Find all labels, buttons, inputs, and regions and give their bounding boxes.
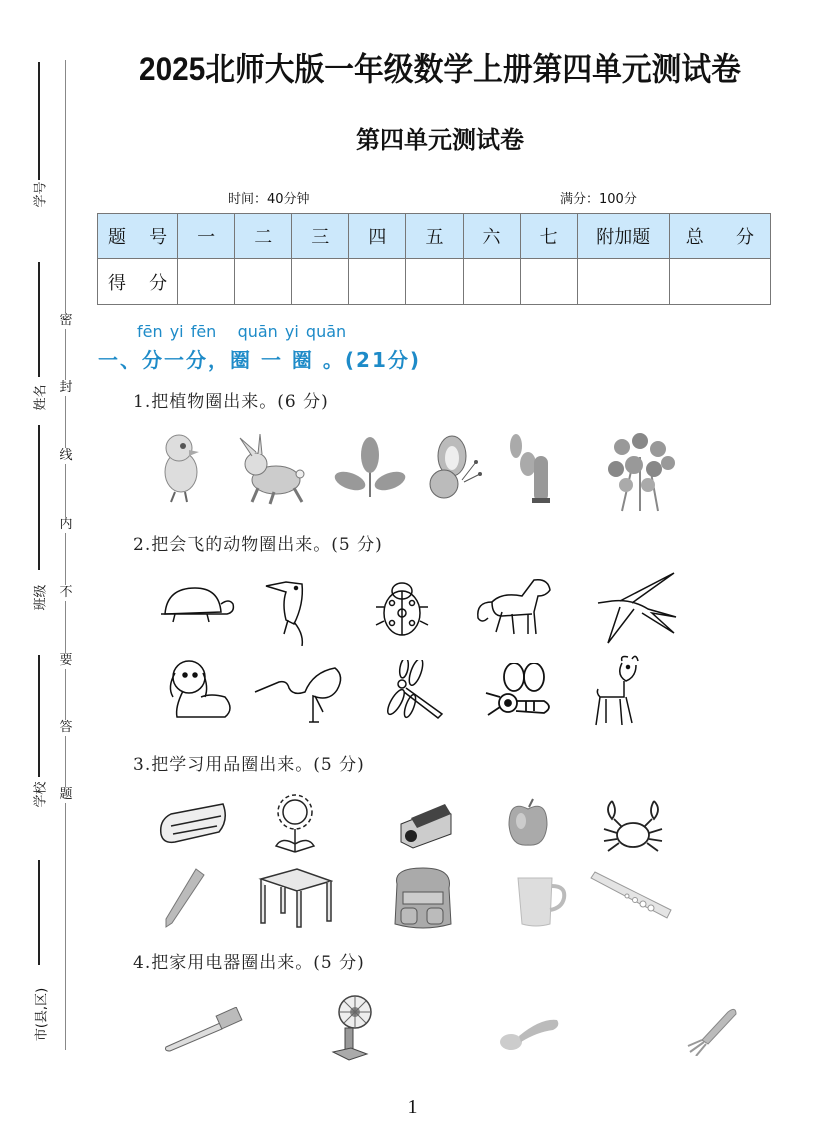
flower-image[interactable] bbox=[270, 790, 320, 855]
time-label: 时间：40分钟 bbox=[228, 192, 310, 207]
toothbrush-image[interactable] bbox=[160, 1005, 245, 1055]
header-cell: 二 bbox=[235, 214, 292, 259]
binding-line bbox=[38, 262, 40, 377]
field-name-label: 姓名 bbox=[33, 384, 49, 411]
cup-image[interactable] bbox=[510, 870, 570, 930]
score-cell[interactable] bbox=[349, 259, 406, 305]
header-cell: 七 bbox=[520, 214, 577, 259]
deer-image[interactable] bbox=[590, 652, 650, 730]
binding-line bbox=[38, 655, 40, 777]
eraser-image[interactable] bbox=[155, 798, 230, 848]
header-cell: 五 bbox=[406, 214, 463, 259]
pencil-image[interactable] bbox=[160, 865, 210, 930]
seal-char: 不 bbox=[59, 585, 73, 600]
apple-image[interactable] bbox=[503, 795, 553, 850]
field-student-id-label: 学号 bbox=[33, 181, 49, 208]
electric-fan-image[interactable] bbox=[325, 990, 375, 1065]
score-cell[interactable] bbox=[178, 259, 235, 305]
question-3-label: 3.把学习用品圈出来。(5 分) bbox=[133, 755, 365, 775]
flowers-image[interactable] bbox=[600, 425, 680, 515]
woodpecker-image[interactable] bbox=[262, 572, 312, 647]
chick-image[interactable] bbox=[155, 428, 205, 508]
seal-char: 要 bbox=[59, 653, 73, 668]
spoon-image[interactable] bbox=[495, 1010, 565, 1055]
crab-image[interactable] bbox=[600, 795, 665, 855]
binding-line bbox=[38, 860, 40, 965]
main-title: 2025北师大版一年级数学上册第四单元测试卷 bbox=[139, 51, 741, 87]
fork-image[interactable] bbox=[680, 1002, 740, 1057]
question-number-row bbox=[98, 214, 771, 259]
bee-image[interactable] bbox=[482, 662, 557, 724]
field-school-label: 学校 bbox=[33, 781, 49, 808]
score-cell[interactable] bbox=[292, 259, 349, 305]
row-label-score: 得 分 bbox=[98, 259, 178, 305]
pencil-sharpener-image[interactable] bbox=[395, 792, 455, 852]
header-cell: 一 bbox=[178, 214, 235, 259]
field-class-label: 班级 bbox=[33, 584, 49, 611]
score-row bbox=[98, 259, 771, 305]
page-number: 1 bbox=[407, 1096, 418, 1118]
seal-char: 内 bbox=[59, 517, 73, 532]
row-label-question-number: 题 号 bbox=[98, 214, 178, 259]
dog-image[interactable] bbox=[163, 655, 243, 725]
seal-line bbox=[65, 60, 66, 1050]
ruler-image[interactable] bbox=[585, 868, 675, 923]
question-2-label: 2.把会飞的动物圈出来。(5 分) bbox=[133, 535, 383, 555]
leaf-image[interactable] bbox=[330, 435, 410, 505]
header-cell: 四 bbox=[349, 214, 406, 259]
question-1-label: 1.把植物圈出来。(6 分) bbox=[133, 392, 329, 412]
header-cell-total: 总 分 bbox=[669, 214, 770, 259]
score-cell[interactable] bbox=[406, 259, 463, 305]
binding-line bbox=[38, 425, 40, 570]
ladybug-image[interactable] bbox=[372, 575, 432, 640]
butterfly-image[interactable] bbox=[420, 430, 485, 510]
seal-char: 题 bbox=[59, 787, 73, 802]
score-table bbox=[97, 213, 771, 305]
score-cell[interactable] bbox=[520, 259, 577, 305]
header-cell: 三 bbox=[292, 214, 349, 259]
seal-char: 答 bbox=[59, 720, 73, 735]
seal-char: 线 bbox=[59, 448, 73, 463]
header-cell-bonus: 附加题 bbox=[577, 214, 669, 259]
cactus-image[interactable] bbox=[500, 428, 560, 508]
question-4-label: 4.把家用电器圈出来。(5 分) bbox=[133, 953, 365, 973]
field-city-label: 市(县,区) bbox=[34, 987, 50, 1042]
crane-image[interactable] bbox=[250, 660, 355, 725]
score-cell[interactable] bbox=[235, 259, 292, 305]
full-score-label: 满分：100分 bbox=[560, 192, 637, 207]
table-image[interactable] bbox=[255, 865, 335, 930]
section-heading: 一、分一分，圈 一 圈 。(21分) bbox=[98, 348, 422, 372]
sub-title: 第四单元测试卷 bbox=[356, 126, 524, 154]
rabbit-image[interactable] bbox=[232, 430, 312, 510]
score-cell-total[interactable] bbox=[669, 259, 770, 305]
schoolbag-image[interactable] bbox=[385, 863, 460, 933]
horse-image[interactable] bbox=[470, 570, 560, 642]
seal-char: 密 bbox=[59, 313, 73, 328]
binding-line bbox=[38, 62, 40, 180]
header-cell: 六 bbox=[463, 214, 520, 259]
seal-char: 封 bbox=[59, 380, 73, 395]
section-pinyin: fēn yi fēn quān yi quān bbox=[137, 322, 347, 341]
score-cell[interactable] bbox=[463, 259, 520, 305]
turtle-image[interactable] bbox=[155, 580, 240, 630]
dragonfly-image[interactable] bbox=[380, 658, 450, 723]
score-cell-bonus[interactable] bbox=[577, 259, 669, 305]
swallow-image[interactable] bbox=[590, 567, 680, 647]
